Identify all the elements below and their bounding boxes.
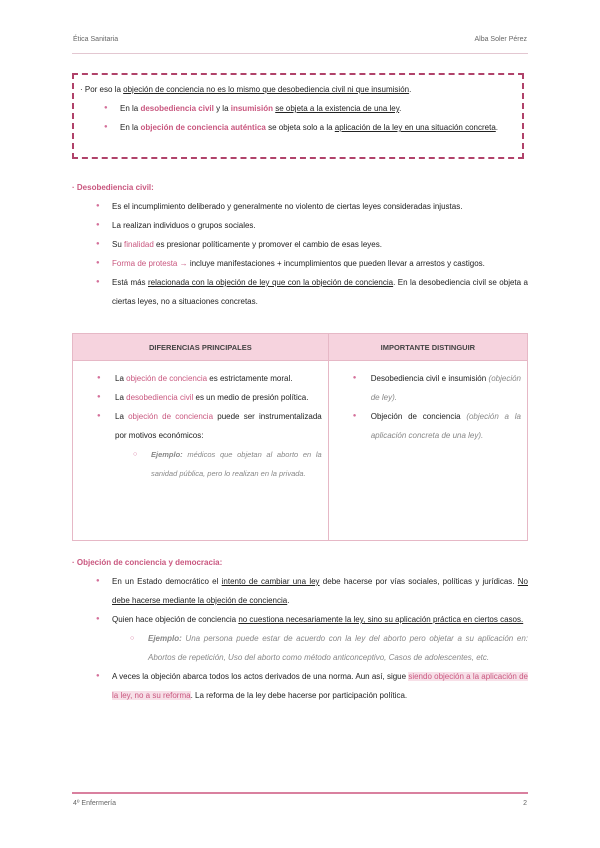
table-header-distinguish: IMPORTANTE DISTINGUIR	[328, 334, 527, 361]
dashed-note-box	[72, 73, 524, 159]
box-bullet-2: ● En la objeción de conciencia auténtica se objeta solo a la aplicación de la ley en una situación concreta.	[80, 118, 516, 137]
section-desobediencia	[72, 178, 528, 311]
footer-divider	[72, 792, 528, 794]
example-item: ○ Ejemplo: Una persona puede estar de acuerdo con la ley del aborto pero objetar a su aplicación en: Abortos de repetición, Uso del aborto como método anticonceptivo, Casos de adolescentes, etc.	[72, 629, 528, 667]
header-course: Ética Sanitaria	[73, 36, 119, 43]
section-democracia	[72, 553, 528, 705]
section-title: · Objeción de conciencia y democracia:	[72, 558, 223, 567]
example-item: ○ Ejemplo: médicos que objetan al aborto en la sanidad pública, pero lo realizan en la privada.	[73, 445, 322, 483]
list-item: ● Es el incumplimiento deliberado y generalmente no violento de ciertas leyes consideradas injustas.	[72, 197, 528, 216]
differences-table	[72, 333, 528, 541]
list-item: ● La objeción de conciencia puede ser instrumentalizada por motivos económicos:	[73, 407, 322, 445]
header-author: Alba Soler Pérez	[474, 36, 527, 43]
table-cell-distinguish	[328, 361, 527, 541]
list-item: ● La objeción de conciencia es estrictamente moral.	[73, 369, 322, 388]
footer-course: 4º Enfermería	[73, 800, 117, 807]
section-title: · Desobediencia civil:	[72, 183, 154, 192]
list-item: ● La desobediencia civil es un medio de presión política.	[73, 388, 322, 407]
list-item: ● A veces la objeción abarca todos los actos derivados de una norma. Aun así, sigue siendo objeción a la aplicación de la ley, no a su reforma. La reforma de la ley debe hacerse por participación política.	[72, 667, 528, 705]
list-item: ● Desobediencia civil e insumisión (objeción de ley).	[329, 369, 521, 407]
list-item: ● Forma de protesta → incluye manifestaciones + incumplimientos que pueden llevar a arrestos y castigos.	[72, 254, 528, 273]
header-divider	[72, 53, 528, 54]
table-cell-differences	[73, 361, 329, 541]
list-item: ● Está más relacionada con la objeción de ley que con la objeción de conciencia. En la desobediencia civil se objeta a ciertas leyes, no a situaciones concretas.	[72, 273, 528, 311]
list-item: ● La realizan individuos o grupos sociales.	[72, 216, 528, 235]
list-item: ● En un Estado democrático el intento de cambiar una ley debe hacerse por vías sociales, políticas y jurídicas. No debe hacerse mediante la objeción de conciencia.	[72, 572, 528, 610]
list-item: ● Objeción de conciencia (objeción a la aplicación concreta de una ley).	[329, 407, 521, 445]
list-item: ● Su finalidad es presionar políticamente y promover el cambio de esas leyes.	[72, 235, 528, 254]
box-bullet-1: ● En la desobediencia civil y la insumisión se objeta a la existencia de una ley.	[80, 99, 516, 118]
list-item: ● Quien hace objeción de conciencia no cuestiona necesariamente la ley, sino su aplicación práctica en ciertos casos.	[72, 610, 528, 629]
table-header-differences: DIFERENCIAS PRINCIPALES	[73, 334, 329, 361]
box-intro: · Por eso la objeción de conciencia no es lo mismo que desobediencia civil ni que insumisión.	[80, 85, 412, 94]
page-number: 2	[523, 800, 527, 807]
